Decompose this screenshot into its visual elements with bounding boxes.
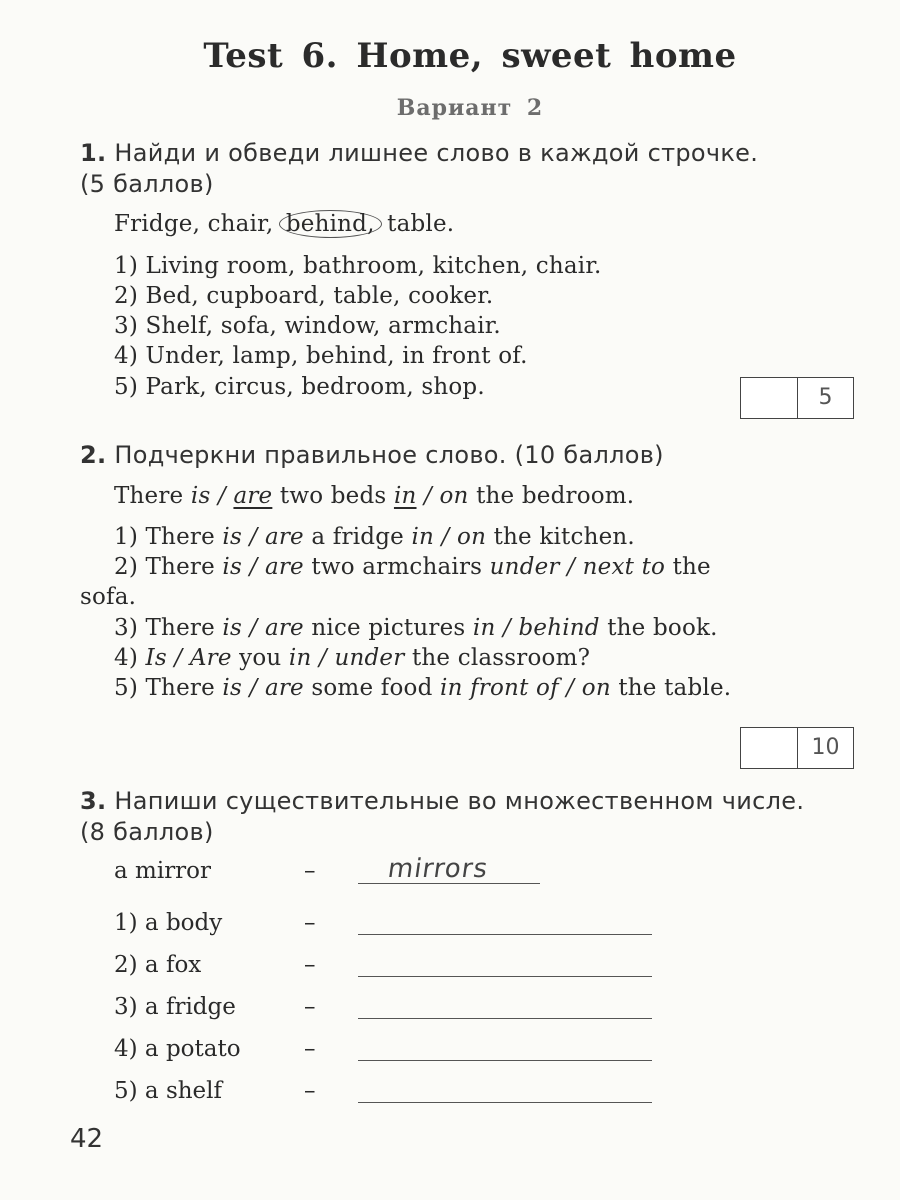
answer-line[interactable] <box>358 934 652 935</box>
page-number: 42 <box>70 1124 104 1154</box>
task2-item <box>114 673 731 703</box>
option[interactable]: in front of <box>440 675 559 701</box>
task3-item: 2) a fox <box>114 952 202 978</box>
option[interactable]: Are <box>189 645 232 671</box>
slash: / <box>241 615 265 641</box>
score-points: 10 <box>811 735 840 760</box>
task1-item: 2) Bed, cupboard, table, cooker. <box>114 283 494 309</box>
example-answer-line <box>358 883 540 884</box>
option[interactable]: under <box>489 554 560 580</box>
text: There <box>114 483 191 509</box>
option[interactable]: is <box>222 615 242 641</box>
task1-instruction <box>80 138 758 200</box>
task1-item: 5) Park, circus, bedroom, shop. <box>114 374 485 400</box>
text: the classroom? <box>404 645 591 671</box>
task1-instruction-line2: (5 баллов) <box>80 170 214 198</box>
option[interactable]: on <box>581 675 611 701</box>
task1-instruction-line1: Найди и обведи лишнее слово в каждой строчке. <box>114 139 759 167</box>
example-text: Fridge, chair, <box>114 211 281 237</box>
underlined-option: in <box>393 483 417 509</box>
option: on <box>439 483 469 509</box>
option[interactable]: under <box>334 645 405 671</box>
slash: / <box>416 483 440 509</box>
task3-item: 3) a fridge <box>114 994 236 1020</box>
page-title: Test 6. Home, sweet home <box>203 36 737 76</box>
text: a fridge <box>303 524 412 550</box>
option[interactable]: Is <box>145 645 167 671</box>
text: some food <box>303 675 441 701</box>
task3-instruction <box>80 786 804 848</box>
task3-item: 4) a potato <box>114 1036 241 1062</box>
dash: – <box>304 994 316 1020</box>
slash: / <box>434 524 458 550</box>
task2-number: 2. <box>80 441 107 469</box>
dash: – <box>304 1036 316 1062</box>
underlined-option: are <box>233 483 273 509</box>
task1-number: 1. <box>80 139 107 167</box>
task2-item <box>114 643 590 673</box>
example-noun: a mirror <box>114 858 212 884</box>
task2-item2-continuation: sofa. <box>80 584 137 610</box>
text: two armchairs <box>303 554 490 580</box>
task3-instruction-line2: (8 баллов) <box>80 818 214 846</box>
answer-line[interactable] <box>358 1060 652 1061</box>
text: the table. <box>610 675 732 701</box>
option[interactable]: are <box>264 615 304 641</box>
option[interactable]: next to <box>582 554 666 580</box>
option[interactable]: are <box>264 524 304 550</box>
task2-instruction-text: Подчеркни правильное слово. (10 баллов) <box>114 441 664 469</box>
circled-word: behind, <box>279 210 382 238</box>
option[interactable]: in <box>411 524 435 550</box>
slash: / <box>559 554 583 580</box>
task1-item: 4) Under, lamp, behind, in front of. <box>114 343 528 369</box>
text: 5) There <box>114 675 223 701</box>
handwritten-answer: mirrors <box>385 854 491 884</box>
text: you <box>231 645 289 671</box>
slash: / <box>495 615 519 641</box>
answer-line[interactable] <box>358 976 652 977</box>
option[interactable]: is <box>222 524 242 550</box>
task3-number: 3. <box>80 787 107 815</box>
task2-example <box>114 481 634 511</box>
text: nice pictures <box>303 615 473 641</box>
task2-item <box>114 552 711 582</box>
text: the book. <box>599 615 718 641</box>
task1-item: 1) Living room, bathroom, kitchen, chair. <box>114 253 602 279</box>
slash: / <box>311 645 335 671</box>
task2-item <box>114 613 718 643</box>
option[interactable]: behind <box>518 615 600 641</box>
answer-line[interactable] <box>358 1018 652 1019</box>
text: 4) <box>114 645 146 671</box>
task2-instruction <box>80 440 664 471</box>
slash: / <box>210 483 234 509</box>
variant-heading: Вариант 2 <box>396 95 544 121</box>
text: the bedroom. <box>468 483 635 509</box>
text: two beds <box>272 483 394 509</box>
text: the kitchen. <box>486 524 635 550</box>
slash: / <box>241 524 265 550</box>
option: is <box>190 483 211 509</box>
dash: – <box>304 858 316 884</box>
task1-item: 3) Shelf, sofa, window, armchair. <box>114 313 501 339</box>
slash: / <box>558 675 582 701</box>
score-points: 5 <box>818 385 833 410</box>
option[interactable]: is <box>222 554 242 580</box>
dash: – <box>304 1078 316 1104</box>
text: the <box>665 554 711 580</box>
option[interactable]: are <box>264 554 304 580</box>
dash: – <box>304 910 316 936</box>
task1-score-box <box>740 377 854 419</box>
option[interactable]: on <box>457 524 487 550</box>
score-blank-cell[interactable] <box>741 728 798 768</box>
option[interactable]: is <box>222 675 242 701</box>
task1-example <box>114 209 454 239</box>
task2-score-box <box>740 727 854 769</box>
text: 1) There <box>114 524 223 550</box>
slash: / <box>241 554 265 580</box>
slash: / <box>241 675 265 701</box>
task3-instruction-line1: Напиши существительные во множественном числе. <box>114 787 805 815</box>
option[interactable]: in <box>472 615 496 641</box>
option[interactable]: in <box>288 645 312 671</box>
task3-item: 5) a shelf <box>114 1078 223 1104</box>
task3-item: 1) a body <box>114 910 223 936</box>
slash: / <box>166 645 190 671</box>
task2-item <box>114 522 635 552</box>
option[interactable]: are <box>264 675 304 701</box>
text: 2) There <box>114 554 223 580</box>
text: 3) There <box>114 615 223 641</box>
score-blank-cell[interactable] <box>741 378 798 418</box>
answer-line[interactable] <box>358 1102 652 1103</box>
dash: – <box>304 952 316 978</box>
example-text: table. <box>379 211 455 237</box>
